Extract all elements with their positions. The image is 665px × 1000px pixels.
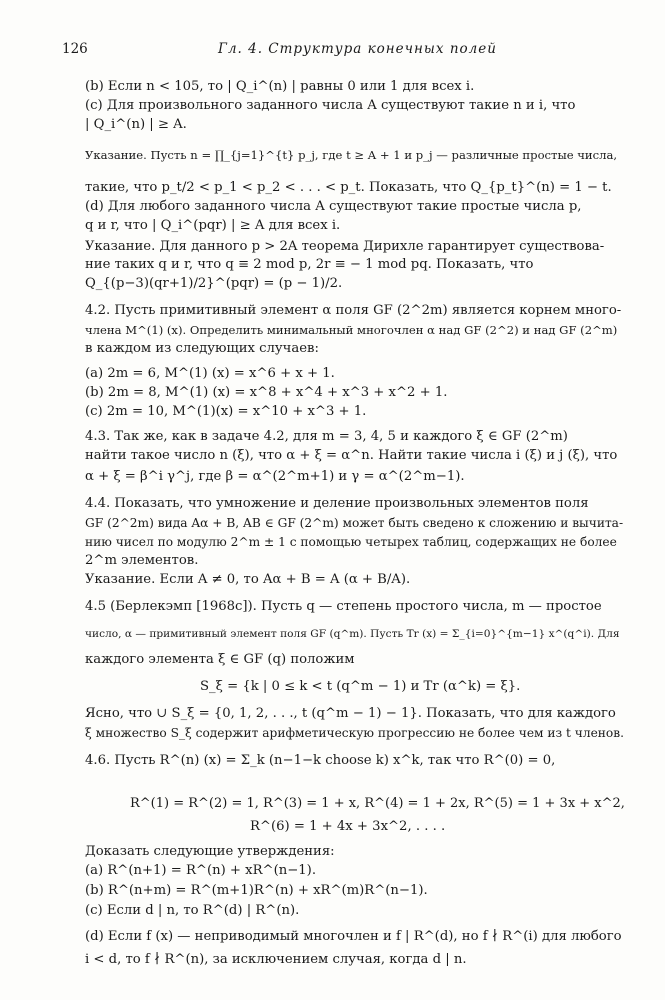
text-line: Ясно, что ∪ S_ξ = {0, 1, 2, . . ., t (q^m − 1) − 1}. Показать, что для каждого xyxy=(85,706,616,721)
claim-d: (d) Если f (x) — неприводимый многочлен и f | R^(d), но f ∤ R^(i) для любого xyxy=(85,929,622,944)
text-line: ξ множество S_ξ содержит арифметическую прогрессию не более чем из t членов. xyxy=(85,726,625,740)
text-line: в каждом из следующих случаев: xyxy=(85,341,319,356)
claim-a: (a) R^(n+1) = R^(n) + xR^(n−1). xyxy=(85,863,317,878)
text-line: GF (2^2m) вида Aα + B, AB ∈ GF (2^m) может быть сведено к сложению и вычита- xyxy=(85,516,624,530)
text-line: каждого элемента ξ ∈ GF (q) положим xyxy=(85,652,355,667)
text-line: число, α — примитивный элемент поля GF (q^m). Пусть Tr (x) = Σ_{i=0}^{m−1} x^(q^i). Для xyxy=(85,628,620,640)
text-line: нию чисел по модулю 2^m ± 1 с помощью четырех таблиц, содержащих не более xyxy=(85,535,617,549)
text-line: | Q_i^(n) | ≥ A. xyxy=(85,117,187,132)
text-line: q и r, что | Q_i^(pqr) | ≥ A для всех i. xyxy=(85,218,341,233)
formula-r-values: R^(1) = R^(2) = 1, R^(3) = 1 + x, R^(4) = 1 + 2x, R^(5) = 1 + 3x + x^2, xyxy=(130,796,625,811)
claim-b: (b) R^(n+m) = R^(m+1)R^(n) + xR^(m)R^(n−1). xyxy=(85,883,428,898)
formula-r-values-cont: R^(6) = 1 + 4x + 3x^2, . . . . xyxy=(250,819,446,834)
problem-4-6: 4.6. Пусть R^(n) (x) = Σ_k (n−1−k choose k) x^k, так что R^(0) = 0, xyxy=(85,753,556,768)
text-line: такие, что p_t/2 < p_1 < p_2 < . . . < p_t. Показать, что Q_{p_t}^(n) = 1 − t. xyxy=(85,180,612,195)
text-line: найти такое число n (ξ), что α + ξ = α^n. Найти такие числа i (ξ) и j (ξ), что xyxy=(85,448,618,463)
chapter-title: Гл. 4. Структура конечных полей xyxy=(218,41,497,57)
text-line: члена M^(1) (x). Определить минимальный многочлен α над GF (2^2) и над GF (2^m) xyxy=(85,323,618,337)
text-line: Q_{(p−3)(qr+1)/2}^(pqr) = (p − 1)/2. xyxy=(85,276,343,291)
problem-4-3: 4.3. Так же, как в задаче 4.2, для m = 3, 4, 5 и каждого ξ ∈ GF (2^m) xyxy=(85,429,568,444)
hint-line: Указание. Если A ≠ 0, то Aα + B = A (α + B/A). xyxy=(85,572,411,587)
hint-line: Указание. Пусть n = ∏_{j=1}^{t} p_j, где t ≥ A + 1 и p_j — различные простые числа, xyxy=(85,148,618,162)
page-number: 126 xyxy=(62,41,88,57)
text-line: i < d, то f ∤ R^(n), за исключением случая, когда d | n. xyxy=(85,952,467,967)
text-line: (b) Если n < 105, то | Q_i^(n) | равны 0 или 1 для всех i. xyxy=(85,79,475,94)
claim-c: (c) Если d | n, то R^(d) | R^(n). xyxy=(85,903,300,918)
text-line: ние таких q и r, что q ≡ 2 mod p, 2r ≡ − 1 mod pq. Показать, что xyxy=(85,257,534,272)
case-a: (a) 2m = 6, M^(1) (x) = x^6 + x + 1. xyxy=(85,366,335,381)
text-line: Доказать следующие утверждения: xyxy=(85,844,335,859)
formula-s-xi: S_ξ = {k | 0 ≤ k < t (q^m − 1) и Tr (α^k) = ξ}. xyxy=(200,679,521,694)
text-line: α + ξ = β^i γ^j, где β = α^(2^m+1) и γ = α^(2^m−1). xyxy=(85,469,465,484)
text-line: 2^m элементов. xyxy=(85,553,199,568)
problem-4-4: 4.4. Показать, что умножение и деление произвольных элементов поля xyxy=(85,496,589,511)
case-b: (b) 2m = 8, M^(1) (x) = x^8 + x^4 + x^3 + x^2 + 1. xyxy=(85,385,448,400)
hint-line: Указание. Для данного p > 2A теорема Дирихле гарантирует существова- xyxy=(85,239,605,254)
case-c: (c) 2m = 10, M^(1)(x) = x^10 + x^3 + 1. xyxy=(85,404,367,419)
problem-4-5: 4.5 (Берлекэмп [1968c]). Пусть q — степень простого числа, m — простое xyxy=(85,599,602,614)
text-line: (d) Для любого заданного числа A существуют такие простые числа p, xyxy=(85,199,582,214)
problem-4-2: 4.2. Пусть примитивный элемент α поля GF (2^2m) является корнем много- xyxy=(85,303,622,318)
text-line: (c) Для произвольного заданного числа A существуют такие n и i, что xyxy=(85,98,576,113)
